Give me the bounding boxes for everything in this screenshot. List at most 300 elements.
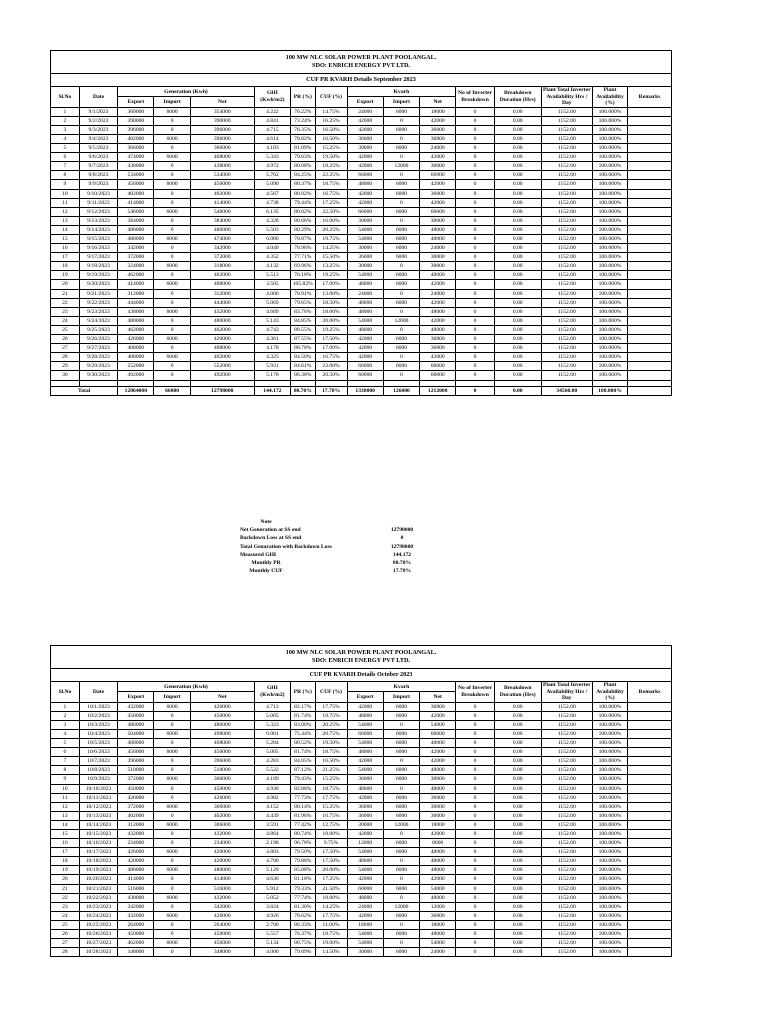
table-cell: 0 xyxy=(154,948,190,957)
table-cell: 6000 xyxy=(154,820,190,829)
note-label: Backdown Loss at SS end xyxy=(240,535,302,542)
table-cell: 16.75% xyxy=(315,811,347,820)
table-cell: 1152.00 xyxy=(541,216,592,225)
table-cell: 0 xyxy=(456,116,494,125)
table-cell: 100.000% xyxy=(592,766,627,775)
table-cell: 0 xyxy=(456,802,494,811)
table-cell: 100.000% xyxy=(592,848,627,857)
table-cell: 54000 xyxy=(420,720,456,729)
remarks-cell xyxy=(628,189,672,198)
table-cell: 342000 xyxy=(118,902,154,911)
table-cell: 100.000% xyxy=(592,162,627,171)
table-cell: 48000 xyxy=(420,784,456,793)
october-table-body xyxy=(51,646,672,957)
table-cell: 26 xyxy=(51,930,80,939)
table-cell: 1152.00 xyxy=(541,893,592,902)
table-row xyxy=(51,948,672,957)
sdo-name: SDO: ENRICH ENERGY PVT LTD. xyxy=(312,657,410,665)
table-cell: 6000 xyxy=(154,353,190,362)
remarks-cell xyxy=(628,207,672,216)
october-report xyxy=(50,645,672,1024)
table-cell: 6000 xyxy=(383,793,419,802)
table-cell: 16.50% xyxy=(315,757,347,766)
col-header-kvarh-net: Net xyxy=(420,97,456,107)
table-cell: 546000 xyxy=(118,207,154,216)
table-cell: 5.129 xyxy=(254,866,290,875)
table-cell: 0.00 xyxy=(494,857,541,866)
table-cell: 0 xyxy=(383,134,419,143)
table-cell: 30000 xyxy=(347,244,383,253)
report-title: CUF PR KVARH Details October 2023 xyxy=(51,669,672,682)
table-cell: 16.75% xyxy=(315,353,347,362)
table-cell: 0.00 xyxy=(494,811,541,820)
table-cell: 18.75% xyxy=(315,930,347,939)
table-row xyxy=(51,289,672,298)
remarks-cell xyxy=(628,911,672,920)
table-cell: 9/24/2023 xyxy=(79,316,117,325)
table-cell: 14 xyxy=(51,820,80,829)
table-cell: 9/8/2023 xyxy=(79,171,117,180)
table-cell: 0 xyxy=(456,948,494,957)
table-cell: 18.25% xyxy=(315,162,347,171)
table-cell: 70.91% xyxy=(291,289,316,298)
table-cell: 0.00 xyxy=(494,344,541,353)
total-cell: 34560.00 xyxy=(541,386,592,395)
table-cell: 79.65% xyxy=(291,298,316,307)
plant-title xyxy=(51,646,672,669)
table-cell: 88.55% xyxy=(291,325,316,334)
table-cell: 402000 xyxy=(190,189,254,198)
table-cell: 100.000% xyxy=(592,207,627,216)
table-cell: 468000 xyxy=(190,153,254,162)
table-cell: 6000 xyxy=(383,748,419,757)
table-cell: 48000 xyxy=(347,280,383,289)
table-cell: 83.00% xyxy=(291,720,316,729)
table-cell: 1152.00 xyxy=(541,902,592,911)
total-cell: 17.78% xyxy=(315,386,347,395)
table-cell: 100.000% xyxy=(592,757,627,766)
table-cell: 0 xyxy=(383,875,419,884)
table-cell: 5.931 xyxy=(254,362,290,371)
table-cell: 100.000% xyxy=(592,362,627,371)
table-cell: 96.78% xyxy=(291,839,316,848)
table-cell: 462000 xyxy=(118,325,154,334)
table-cell: 1152.00 xyxy=(541,134,592,143)
sdo-name: SDO: ENRICH ENERGY PVT LTD. xyxy=(312,62,410,70)
table-cell: 0.00 xyxy=(494,253,541,262)
table-cell: 42000 xyxy=(347,116,383,125)
table-cell: 100.000% xyxy=(592,711,627,720)
table-cell: 9/6/2023 xyxy=(79,153,117,162)
table-cell: 0 xyxy=(456,362,494,371)
table-cell: 42000 xyxy=(420,198,456,207)
table-cell: 42000 xyxy=(347,189,383,198)
table-cell: 0 xyxy=(154,930,190,939)
table-cell: 80.37% xyxy=(291,180,316,189)
table-cell: 540000 xyxy=(190,207,254,216)
table-cell: 84.61% xyxy=(291,362,316,371)
table-cell: 0 xyxy=(154,739,190,748)
table-cell: 17.00% xyxy=(315,280,347,289)
table-cell: 5 xyxy=(51,144,80,153)
table-cell: 11 xyxy=(51,793,80,802)
col-header-slno: Sl.No xyxy=(51,682,80,703)
col-header-plant-availability: Plant Availability (%) xyxy=(592,87,627,108)
table-cell: 42000 xyxy=(420,711,456,720)
table-cell: 534000 xyxy=(118,171,154,180)
table-cell: 6000 xyxy=(383,253,419,262)
table-cell: 6000 xyxy=(383,235,419,244)
table-cell: 450000 xyxy=(190,180,254,189)
table-cell: 20.00% xyxy=(315,866,347,875)
remarks-cell xyxy=(628,225,672,234)
table-row xyxy=(51,911,672,920)
table-cell: 12000 xyxy=(383,162,419,171)
table-cell: 66000 xyxy=(420,171,456,180)
table-cell: 79.44% xyxy=(291,198,316,207)
remarks-cell xyxy=(628,316,672,325)
table-cell: 4.000 xyxy=(254,289,290,298)
table-cell: 100.000% xyxy=(592,793,627,802)
table-cell: 4.689 xyxy=(254,307,290,316)
note-item xyxy=(240,534,422,542)
table-cell: 42000 xyxy=(347,198,383,207)
col-header-cuf: CUF (%) xyxy=(315,87,347,108)
table-cell: 100.000% xyxy=(592,153,627,162)
remarks-cell xyxy=(628,125,672,134)
table-cell: 100.000% xyxy=(592,866,627,875)
table-cell: 4.189 xyxy=(254,775,290,784)
table-cell: 6 xyxy=(51,748,80,757)
table-cell: 13 xyxy=(51,216,80,225)
table-cell: 9/22/2023 xyxy=(79,298,117,307)
table-cell: 0 xyxy=(456,298,494,307)
table-cell: 9/26/2023 xyxy=(79,335,117,344)
table-cell: 0.00 xyxy=(494,729,541,738)
table-cell: 28 xyxy=(51,948,80,957)
remarks-cell xyxy=(628,144,672,153)
table-cell: 1152.00 xyxy=(541,180,592,189)
note-label: Monthly CUF xyxy=(249,568,283,575)
remarks-cell xyxy=(628,353,672,362)
table-cell: 0.00 xyxy=(494,289,541,298)
table-cell: 48000 xyxy=(420,271,456,280)
table-cell: 414000 xyxy=(190,198,254,207)
table-cell: 18.00% xyxy=(315,307,347,316)
table-cell: 456000 xyxy=(190,939,254,948)
table-cell: 100.000% xyxy=(592,216,627,225)
table-cell: 18.50% xyxy=(315,298,347,307)
table-cell: 6000 xyxy=(154,911,190,920)
table-cell: 48000 xyxy=(347,748,383,757)
table-cell: 0 xyxy=(456,793,494,802)
plant-name: 100 MW NLC SOLAR POWER PLANT POOLANGAL. xyxy=(285,649,437,656)
table-cell: 8 xyxy=(51,171,80,180)
table-cell: 87.12% xyxy=(291,766,316,775)
table-cell: 9/11/2023 xyxy=(79,198,117,207)
col-header-kvarh-export: Export xyxy=(347,692,383,702)
table-cell: 11.00% xyxy=(315,920,347,929)
table-cell: 6000 xyxy=(383,335,419,344)
table-cell: 0 xyxy=(456,144,494,153)
table-cell: 29 xyxy=(51,362,80,371)
table-cell: 1152.00 xyxy=(541,884,592,893)
table-cell: 432000 xyxy=(190,307,254,316)
remarks-cell xyxy=(628,830,672,839)
table-cell: 0 xyxy=(154,244,190,253)
table-cell: 81.18% xyxy=(291,875,316,884)
table-cell: 100.000% xyxy=(592,235,627,244)
table-cell: 6000 xyxy=(383,711,419,720)
remarks-cell xyxy=(628,298,672,307)
table-cell: 79.63% xyxy=(291,153,316,162)
table-cell: 4.738 xyxy=(254,198,290,207)
table-cell: 100.000% xyxy=(592,884,627,893)
table-cell: 10/21/2023 xyxy=(79,884,117,893)
table-cell: 0.00 xyxy=(494,153,541,162)
table-cell: 0 xyxy=(154,144,190,153)
table-cell: 354000 xyxy=(190,107,254,116)
table-cell: 0.00 xyxy=(494,271,541,280)
table-cell: 0 xyxy=(154,757,190,766)
table-cell: 9 xyxy=(51,775,80,784)
table-row xyxy=(51,739,672,748)
table-row xyxy=(51,775,672,784)
table-cell: 105.82% xyxy=(291,280,316,289)
remarks-cell xyxy=(628,371,672,380)
table-cell: 1152.00 xyxy=(541,875,592,884)
table-row xyxy=(51,262,672,271)
remarks-cell xyxy=(628,107,672,116)
table-cell: 10/23/2023 xyxy=(79,902,117,911)
remarks-cell xyxy=(628,171,672,180)
table-cell: 24000 xyxy=(347,289,383,298)
table-cell: 6000 xyxy=(383,107,419,116)
table-cell: 100.000% xyxy=(592,253,627,262)
table-cell: 1152.00 xyxy=(541,830,592,839)
table-cell: 77.42% xyxy=(291,820,316,829)
table-cell: 77.73% xyxy=(291,793,316,802)
table-cell: 366000 xyxy=(118,144,154,153)
remarks-cell xyxy=(628,702,672,711)
table-cell: 48000 xyxy=(347,711,383,720)
table-cell: 1 xyxy=(51,107,80,116)
table-cell: 4.152 xyxy=(254,802,290,811)
table-cell: 10/28/2023 xyxy=(79,948,117,957)
table-cell: 24000 xyxy=(347,902,383,911)
table-cell: 23 xyxy=(51,902,80,911)
table-cell: 0 xyxy=(154,289,190,298)
table-cell: 16 xyxy=(51,244,80,253)
table-cell: 0.00 xyxy=(494,198,541,207)
table-cell: 0 xyxy=(154,171,190,180)
table-cell: 4.614 xyxy=(254,134,290,143)
table-cell: 48000 xyxy=(420,848,456,857)
september-table xyxy=(50,50,672,396)
table-cell: 1152.00 xyxy=(541,739,592,748)
table-cell: 24000 xyxy=(420,948,456,957)
table-cell: 10/20/2023 xyxy=(79,875,117,884)
remarks-cell xyxy=(628,875,672,884)
table-cell: 408000 xyxy=(190,344,254,353)
table-row xyxy=(51,298,672,307)
table-cell: 6000 xyxy=(383,144,419,153)
table-cell: 24 xyxy=(51,911,80,920)
table-cell: 54000 xyxy=(420,939,456,948)
table-cell: 5.005 xyxy=(254,711,290,720)
table-cell: 1152.00 xyxy=(541,802,592,811)
table-cell: 432000 xyxy=(190,893,254,902)
table-cell: 22.50% xyxy=(315,207,347,216)
table-cell: 4.972 xyxy=(254,162,290,171)
table-cell: 10/19/2023 xyxy=(79,866,117,875)
table-cell: 10/12/2023 xyxy=(79,802,117,811)
table-cell: 20.25% xyxy=(315,720,347,729)
table-cell: 0 xyxy=(456,830,494,839)
remarks-cell xyxy=(628,811,672,820)
table-cell: 1152.00 xyxy=(541,335,592,344)
table-cell: 414000 xyxy=(118,280,154,289)
table-cell: 372000 xyxy=(118,253,154,262)
table-cell: 306000 xyxy=(190,820,254,829)
table-cell: 0 xyxy=(456,884,494,893)
table-cell: 19.25% xyxy=(315,325,347,334)
table-cell: 0 xyxy=(456,702,494,711)
table-cell: 552000 xyxy=(190,362,254,371)
table-cell: 462000 xyxy=(190,271,254,280)
table-cell: 10/2/2023 xyxy=(79,711,117,720)
table-cell: 0 xyxy=(383,857,419,866)
table-cell: 80.02% xyxy=(291,189,316,198)
table-cell: 23 xyxy=(51,307,80,316)
col-header-gen-export: Export xyxy=(118,692,154,702)
table-cell: 0 xyxy=(456,920,494,929)
table-cell: 0 xyxy=(154,316,190,325)
table-cell: 36000 xyxy=(347,253,383,262)
table-cell: 30000 xyxy=(347,948,383,957)
table-cell: 10/10/2023 xyxy=(79,784,117,793)
table-cell: 4.841 xyxy=(254,116,290,125)
remarks-cell xyxy=(628,162,672,171)
table-cell: 9/3/2023 xyxy=(79,125,117,134)
table-cell: 15.25% xyxy=(315,802,347,811)
table-cell: 342000 xyxy=(190,244,254,253)
table-cell: 0 xyxy=(456,125,494,134)
table-cell: 342000 xyxy=(118,244,154,253)
table-cell: 80.29% xyxy=(291,225,316,234)
table-cell: 24000 xyxy=(347,107,383,116)
table-cell: 17.25% xyxy=(315,198,347,207)
table-row xyxy=(51,702,672,711)
table-cell: 0 xyxy=(154,766,190,775)
table-cell: 48000 xyxy=(347,784,383,793)
table-cell: 0 xyxy=(456,271,494,280)
table-cell: 15.25% xyxy=(315,144,347,153)
table-cell: 0.00 xyxy=(494,893,541,902)
table-cell: 48000 xyxy=(420,866,456,875)
table-cell: 0.00 xyxy=(494,866,541,875)
table-cell: 462000 xyxy=(118,271,154,280)
remarks-cell xyxy=(628,307,672,316)
table-cell: 0 xyxy=(154,325,190,334)
summary-note xyxy=(240,518,422,575)
table-cell: 402000 xyxy=(118,811,154,820)
table-cell: 444000 xyxy=(190,298,254,307)
col-header-ghi: GHI (Kwh/m2) xyxy=(254,87,290,108)
table-cell: 1152.00 xyxy=(541,948,592,957)
table-cell: 36000 xyxy=(347,134,383,143)
table-cell: 0.00 xyxy=(494,362,541,371)
table-cell: 1152.00 xyxy=(541,820,592,829)
table-row xyxy=(51,875,672,884)
table-cell: 7 xyxy=(51,162,80,171)
table-cell: 1152.00 xyxy=(541,171,592,180)
table-cell: 402000 xyxy=(190,353,254,362)
table-cell: 0 xyxy=(456,235,494,244)
table-cell: 1152.00 xyxy=(541,289,592,298)
table-row xyxy=(51,144,672,153)
table-cell: 4.222 xyxy=(254,107,290,116)
table-cell: 0 xyxy=(456,839,494,848)
table-cell: 100.000% xyxy=(592,271,627,280)
table-cell: 348000 xyxy=(118,948,154,957)
table-row xyxy=(51,793,672,802)
table-cell: 0.00 xyxy=(494,830,541,839)
table-cell: 18 xyxy=(51,857,80,866)
table-cell: 4.780 xyxy=(254,857,290,866)
table-cell: 100.000% xyxy=(592,930,627,939)
table-cell: 54000 xyxy=(347,848,383,857)
table-cell: 4 xyxy=(51,134,80,143)
table-cell: 54000 xyxy=(347,739,383,748)
table-cell: 1152.00 xyxy=(541,362,592,371)
september-table-body xyxy=(51,51,672,396)
table-cell: 432000 xyxy=(190,830,254,839)
table-cell: 4.926 xyxy=(254,911,290,920)
table-cell: 42000 xyxy=(347,875,383,884)
table-cell: 0 xyxy=(154,830,190,839)
table-cell: 36000 xyxy=(420,125,456,134)
table-cell: 66000 xyxy=(347,207,383,216)
table-cell: 17 xyxy=(51,848,80,857)
remarks-cell xyxy=(628,857,672,866)
table-cell: 4.361 xyxy=(254,335,290,344)
table-cell: 5.005 xyxy=(254,748,290,757)
table-cell: 17 xyxy=(51,253,80,262)
col-header-date: Date xyxy=(79,87,117,108)
table-cell: 42000 xyxy=(420,116,456,125)
table-cell: 516000 xyxy=(118,884,154,893)
table-cell: 0.00 xyxy=(494,939,541,948)
table-cell: 1152.00 xyxy=(541,839,592,848)
table-cell: 0 xyxy=(456,784,494,793)
table-cell: 100.000% xyxy=(592,244,627,253)
table-cell: 0.00 xyxy=(494,162,541,171)
table-cell: 366000 xyxy=(190,144,254,153)
note-label: Net Generation at SS end xyxy=(240,527,301,534)
table-row xyxy=(51,307,672,316)
table-cell: 402000 xyxy=(118,189,154,198)
table-cell: 42000 xyxy=(420,353,456,362)
table-cell: 372000 xyxy=(190,253,254,262)
table-cell: 492000 xyxy=(118,371,154,380)
table-cell: 0 xyxy=(456,189,494,198)
table-cell: 0.00 xyxy=(494,134,541,143)
table-cell: 6000 xyxy=(383,298,419,307)
table-cell: 4.982 xyxy=(254,793,290,802)
table-row xyxy=(51,939,672,948)
table-row xyxy=(51,280,672,289)
